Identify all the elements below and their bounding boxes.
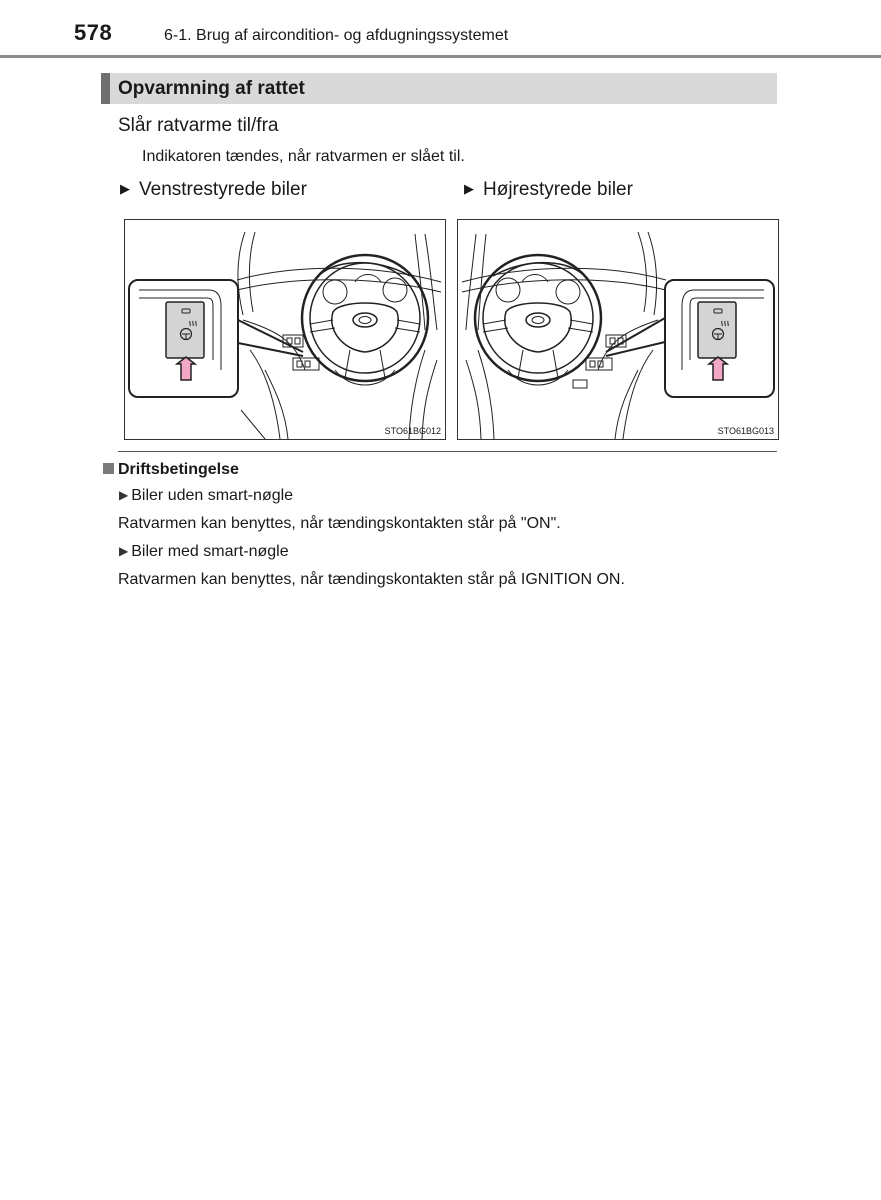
triangle-right-icon: ▶	[119, 544, 129, 558]
variant-label-right	[464, 179, 633, 201]
chapter-title: 6-1. Brug af aircondition- og afdugningssystemet	[164, 27, 509, 44]
figure-left-hand-drive	[124, 219, 446, 440]
dashboard-illustration-left	[125, 220, 445, 439]
dashboard-illustration-right	[458, 220, 778, 439]
condition-subheading-text: Biler uden smart-nøgle	[131, 487, 294, 504]
triangle-right-icon: ▶	[120, 181, 130, 196]
condition-subheading	[119, 487, 293, 505]
page-number: 578	[74, 20, 113, 45]
section-subtitle: Slår ratvarme til/fra	[118, 115, 279, 136]
figure-code: STO61BG013	[717, 426, 774, 436]
variant-label-left-text: Venstrestyrede biler	[139, 179, 307, 200]
square-bullet-icon	[103, 463, 114, 474]
section-header-bar	[101, 73, 110, 104]
condition-subheading	[119, 543, 289, 561]
condition-subheading-text: Biler med smart-nøgle	[131, 543, 289, 560]
variant-label-right-text: Højrestyrede biler	[483, 179, 633, 200]
triangle-right-icon: ▶	[119, 488, 129, 502]
figure-right-hand-drive	[457, 219, 779, 440]
condition-text: Ratvarmen kan benyttes, når tændingskontakten står på IGNITION ON.	[118, 571, 625, 588]
condition-text: Ratvarmen kan benyttes, når tændingskontakten står på "ON".	[118, 515, 561, 532]
section-title: Opvarmning af rattet	[118, 78, 305, 99]
variant-label-left	[120, 179, 307, 201]
triangle-right-icon: ▶	[464, 181, 474, 196]
section-header	[101, 73, 777, 104]
figure-code: STO61BG012	[384, 426, 441, 436]
conditions-heading-text: Driftsbetingelse	[118, 461, 239, 478]
section-description: Indikatoren tændes, når ratvarmen er slået til.	[142, 148, 465, 165]
conditions-heading	[103, 461, 239, 479]
section-divider	[118, 451, 777, 452]
header-rule	[0, 55, 881, 58]
